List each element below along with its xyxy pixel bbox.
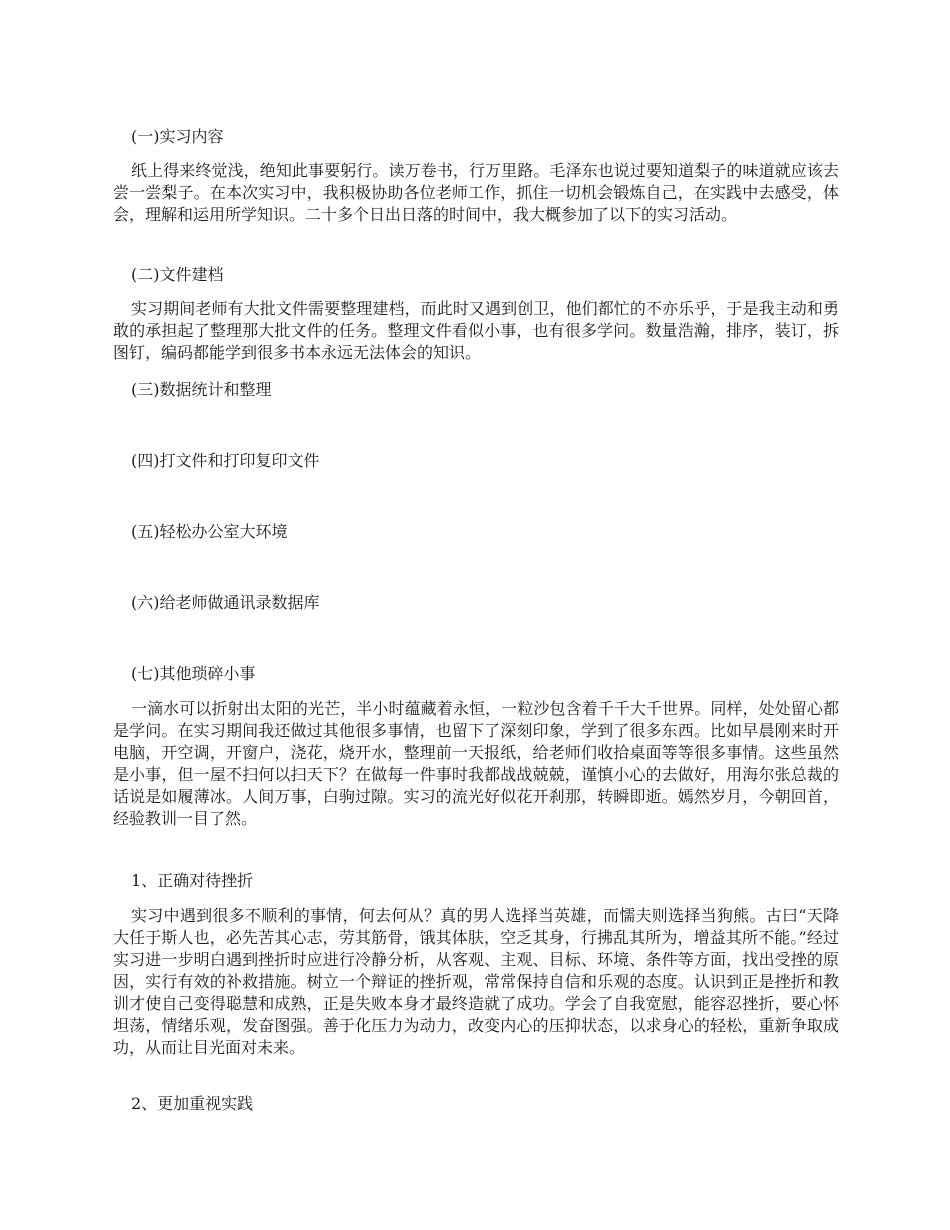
- paragraph-3: 一滴水可以折射出太阳的光芒，半小时蕴藏着永恒，一粒沙包含着千千大千世界。同样，处处留心都是学问。在实习期间我还做过其他很多事情，也留下了深刻印象，学到了很多东西。比如早晨刚来时开电脑，开空调，开窗户，浇花，烧开水，整理前一天报纸，给老师们收拾桌面等等很多事情。这些虽然是小事，但一屋不扫何以扫天下？在做每一件事时我都战战兢兢，谨慎小心的去做好，用海尔张总裁的话说是如履薄冰。人间万事，白驹过隙。实习的流光好似花开刹那，转瞬即逝。嫣然岁月，今朝回首，经验教训一目了然。: [113, 699, 839, 828]
- paragraph-4: 实习中遇到很多不顺利的事情，何去何从？真的男人选择当英雄，而懦夫则选择当狗熊。古曰“天降大任于斯人也，必先苦其心志，劳其筋骨，饿其体肤，空乏其身，行拂乱其所为，增益其所不能。”经过实习进一步明白遇到挫折时应进行冷静分析，从客观、主观、目标、环境、条件等方面，找出受挫的原因，实行有效的补救措施。树立一个辩证的挫折观，常常保持自信和乐观的态度。认识到正是挫折和教训才使自己变得聪慧和成熟，正是失败本身才最终造就了成功。学会了自我宽慰，能容忍挫折，要心怀坦荡，情绪乐观，发奋图强。善于化压力为动力，改变内心的压抑状态，以求身心的轻松，重新争取成功，从而让目光面对未来。: [113, 906, 839, 1057]
- section-heading-4: (四)打文件和打印复印文件: [131, 451, 320, 470]
- paragraph-2: 实习期间老师有大批文件需要整理建档，而此时又遇到创卫，他们都忙的不亦乐乎，于是我主动和勇敢的承担起了整理那大批文件的任务。整理文件看似小事，也有很多学问。数量浩瀚，排序，装订，拆图钉，编码都能学到很多书本永远无法体会的知识。: [113, 299, 839, 362]
- paragraph-1: 纸上得来终觉浅，绝知此事要躬行。读万卷书，行万里路。毛泽东也说过要知道梨子的味道就应该去尝一尝梨子。在本次实习中，我积极协助各位老师工作，抓住一切机会锻炼自己，在实践中去感受，体会，理解和运用所学知识。二十多个日出日落的时间中，我大概参加了以下的实习活动。: [113, 161, 839, 224]
- section-heading-2: (二)文件建档: [131, 265, 224, 284]
- section-heading-5: (五)轻松办公室大环境: [131, 522, 288, 541]
- section-heading-3: (三)数据统计和整理: [131, 380, 272, 399]
- section-heading-8: 1、正确对待挫折: [131, 871, 254, 890]
- section-heading-1: (一)实习内容: [131, 127, 224, 146]
- section-heading-6: (六)给老师做通讯录数据库: [131, 593, 320, 612]
- section-heading-7: (七)其他琐碎小事: [131, 664, 256, 683]
- section-heading-9: 2、更加重视实践: [131, 1094, 254, 1113]
